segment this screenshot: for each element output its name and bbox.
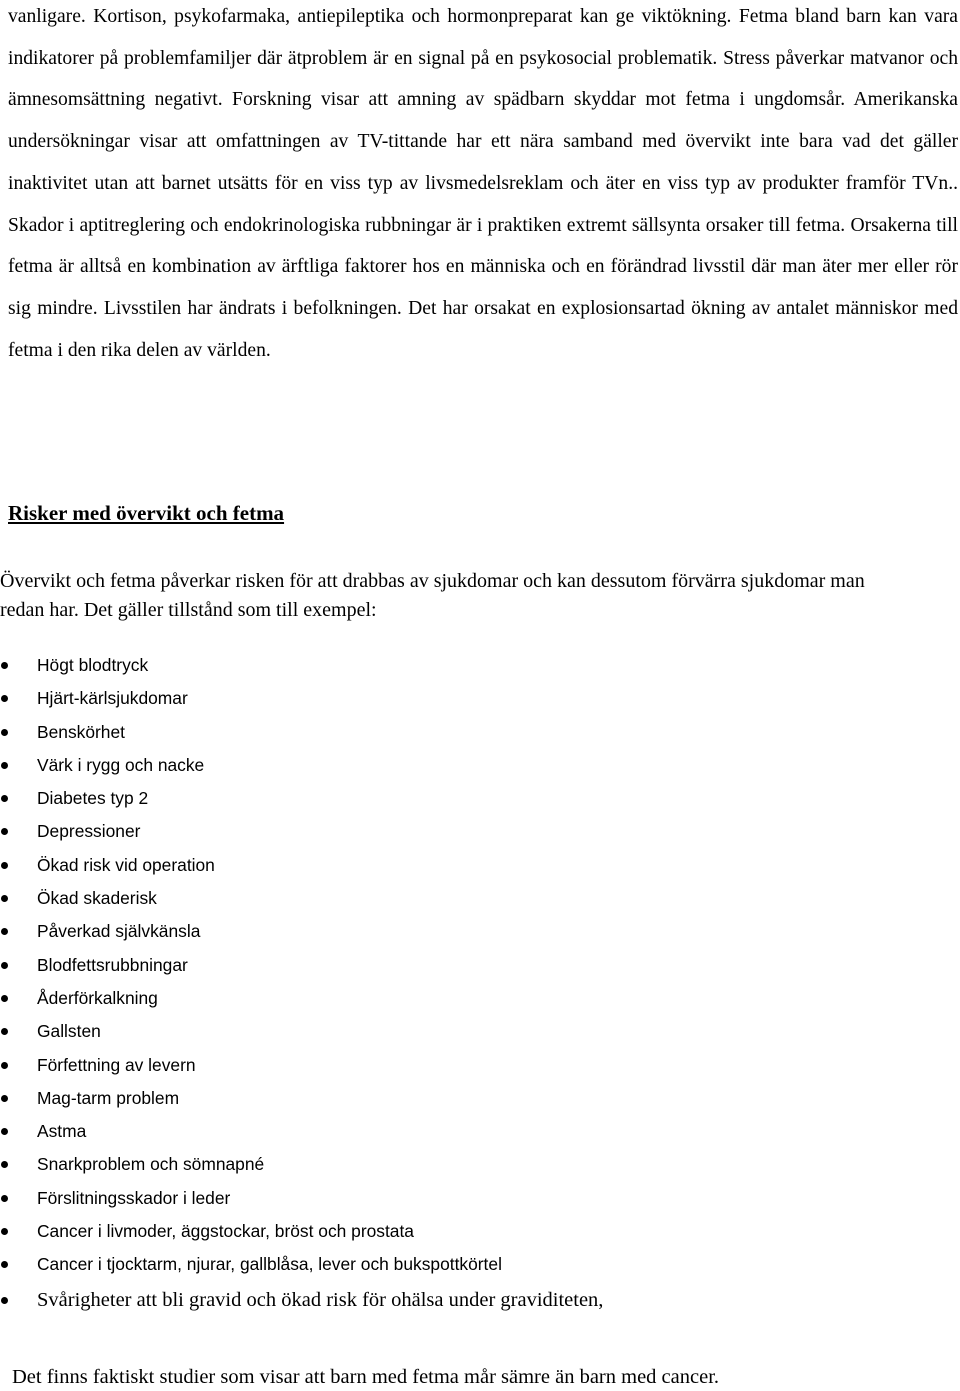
list-item bbox=[0, 649, 900, 682]
risk-list bbox=[0, 649, 900, 1318]
list-item-label: Cancer i tjocktarm, njurar, gallblåsa, lever och bukspottkörtel bbox=[37, 1254, 502, 1275]
list-item bbox=[0, 1082, 900, 1115]
list-item-label: Cancer i livmoder, äggstockar, bröst och prostata bbox=[37, 1221, 414, 1242]
list-item-label: Astma bbox=[37, 1121, 87, 1142]
intro-paragraph: vanligare. Kortison, psykofarmaka, antiepileptika och hormonpreparat kan ge viktökning. Fetma bland barn kan vara indikatorer på problemfamiljer där ätproblem är en signal på en psykosocial problematik. Stress påverkar matvanor och ämnesomsättning negativt. Forskning visar att amning av spädbarn skyddar mot fetma i ungdomsår. Amerikanska undersökningar visar att omfattningen av TV-tittande har ett nära samband med övervikt inte bara vad det gäller inaktivitet utan att barnet utsätts för en viss typ av livsmedelsreklam och äter en viss typ av produkter framför TVn.. Skador i aptitreglering och endokrinologiska rubbningar är i praktiken extremt sällsynta orsaker till fetma. Orsakerna till fetma är alltså en kombination av ärftliga faktorer hos en människa och en förändrad livsstil där man äter mer eller rör sig mindre. Livsstilen har ändrats i befolkningen. Det har orsakat en explosionsartad ökning av antalet människor med fetma i den rika delen av världen. bbox=[8, 6, 958, 361]
list-item bbox=[0, 1015, 900, 1048]
bullet-icon bbox=[1, 729, 8, 736]
list-item bbox=[0, 1115, 900, 1148]
list-item-label: Mag-tarm problem bbox=[37, 1087, 180, 1108]
list-item bbox=[0, 749, 900, 782]
bullet-icon bbox=[1, 1195, 8, 1202]
bullet-icon bbox=[1, 962, 8, 969]
bullet-icon bbox=[1, 895, 8, 902]
bullet-icon bbox=[1, 1128, 8, 1135]
list-item bbox=[0, 1215, 900, 1248]
bullet-icon bbox=[1, 862, 8, 869]
bullet-icon bbox=[1, 995, 8, 1002]
list-item-label: Åderförkalkning bbox=[37, 987, 158, 1008]
list-item bbox=[0, 1049, 900, 1082]
list-item bbox=[0, 716, 900, 749]
list-item-label: Påverkad självkänsla bbox=[37, 921, 201, 942]
bullet-icon bbox=[1, 928, 8, 935]
list-item bbox=[0, 682, 900, 715]
bullet-icon bbox=[1, 1062, 8, 1069]
list-item-label: Depressioner bbox=[37, 821, 141, 842]
bullet-icon bbox=[1, 1297, 8, 1304]
list-item bbox=[0, 1248, 900, 1281]
list-item bbox=[0, 915, 900, 948]
list-item bbox=[0, 815, 900, 848]
list-item-label: Ökad risk vid operation bbox=[37, 854, 215, 875]
list-item-label: Ökad skaderisk bbox=[37, 888, 157, 909]
list-item bbox=[0, 782, 900, 815]
bullet-icon bbox=[1, 1095, 8, 1102]
bullet-icon bbox=[1, 1228, 8, 1235]
list-item bbox=[0, 1182, 900, 1215]
list-item-label: Benskörhet bbox=[37, 721, 125, 742]
list-item-label: Hjärt-kärlsjukdomar bbox=[37, 688, 188, 709]
list-item bbox=[0, 1282, 900, 1318]
list-item-label: Gallsten bbox=[37, 1021, 101, 1042]
list-item-label: Blodfettsrubbningar bbox=[37, 954, 188, 975]
closing-sentence: Det finns faktiskt studier som visar att barn med fetma mår sämre än barn med cancer. bbox=[12, 1366, 720, 1388]
list-item-label: Förfettning av levern bbox=[37, 1054, 196, 1075]
section-heading: Risker med övervikt och fetma bbox=[8, 501, 285, 525]
list-item bbox=[0, 849, 900, 882]
bullet-icon bbox=[1, 662, 8, 669]
bullet-icon bbox=[1, 1028, 8, 1035]
list-item-label: Snarkproblem och sömnapné bbox=[37, 1154, 265, 1175]
list-item bbox=[0, 882, 900, 915]
list-item bbox=[0, 982, 900, 1015]
list-item bbox=[0, 949, 900, 982]
list-item-label: Högt blodtryck bbox=[37, 655, 149, 675]
bullet-icon bbox=[1, 828, 8, 835]
bullet-icon bbox=[1, 695, 8, 702]
list-item-label: Förslitningsskador i leder bbox=[37, 1187, 231, 1208]
bullet-icon bbox=[1, 795, 8, 802]
list-item-label: Diabetes typ 2 bbox=[37, 788, 149, 809]
bullet-icon bbox=[1, 1261, 8, 1268]
bullet-icon bbox=[1, 762, 8, 769]
list-item-label: Svårigheter att bli gravid och ökad risk för ohälsa under graviditeten, bbox=[37, 1288, 604, 1311]
list-item-label: Värk i rygg och nacke bbox=[37, 754, 205, 775]
section-lead-paragraph: Övervikt och fetma påverkar risken för att drabbas av sjukdomar och kan dessutom förvärra sjukdomar man redan har. Det gäller tillstånd som till exempel: bbox=[0, 570, 865, 621]
bullet-icon bbox=[1, 1161, 8, 1168]
list-item bbox=[0, 1148, 900, 1181]
